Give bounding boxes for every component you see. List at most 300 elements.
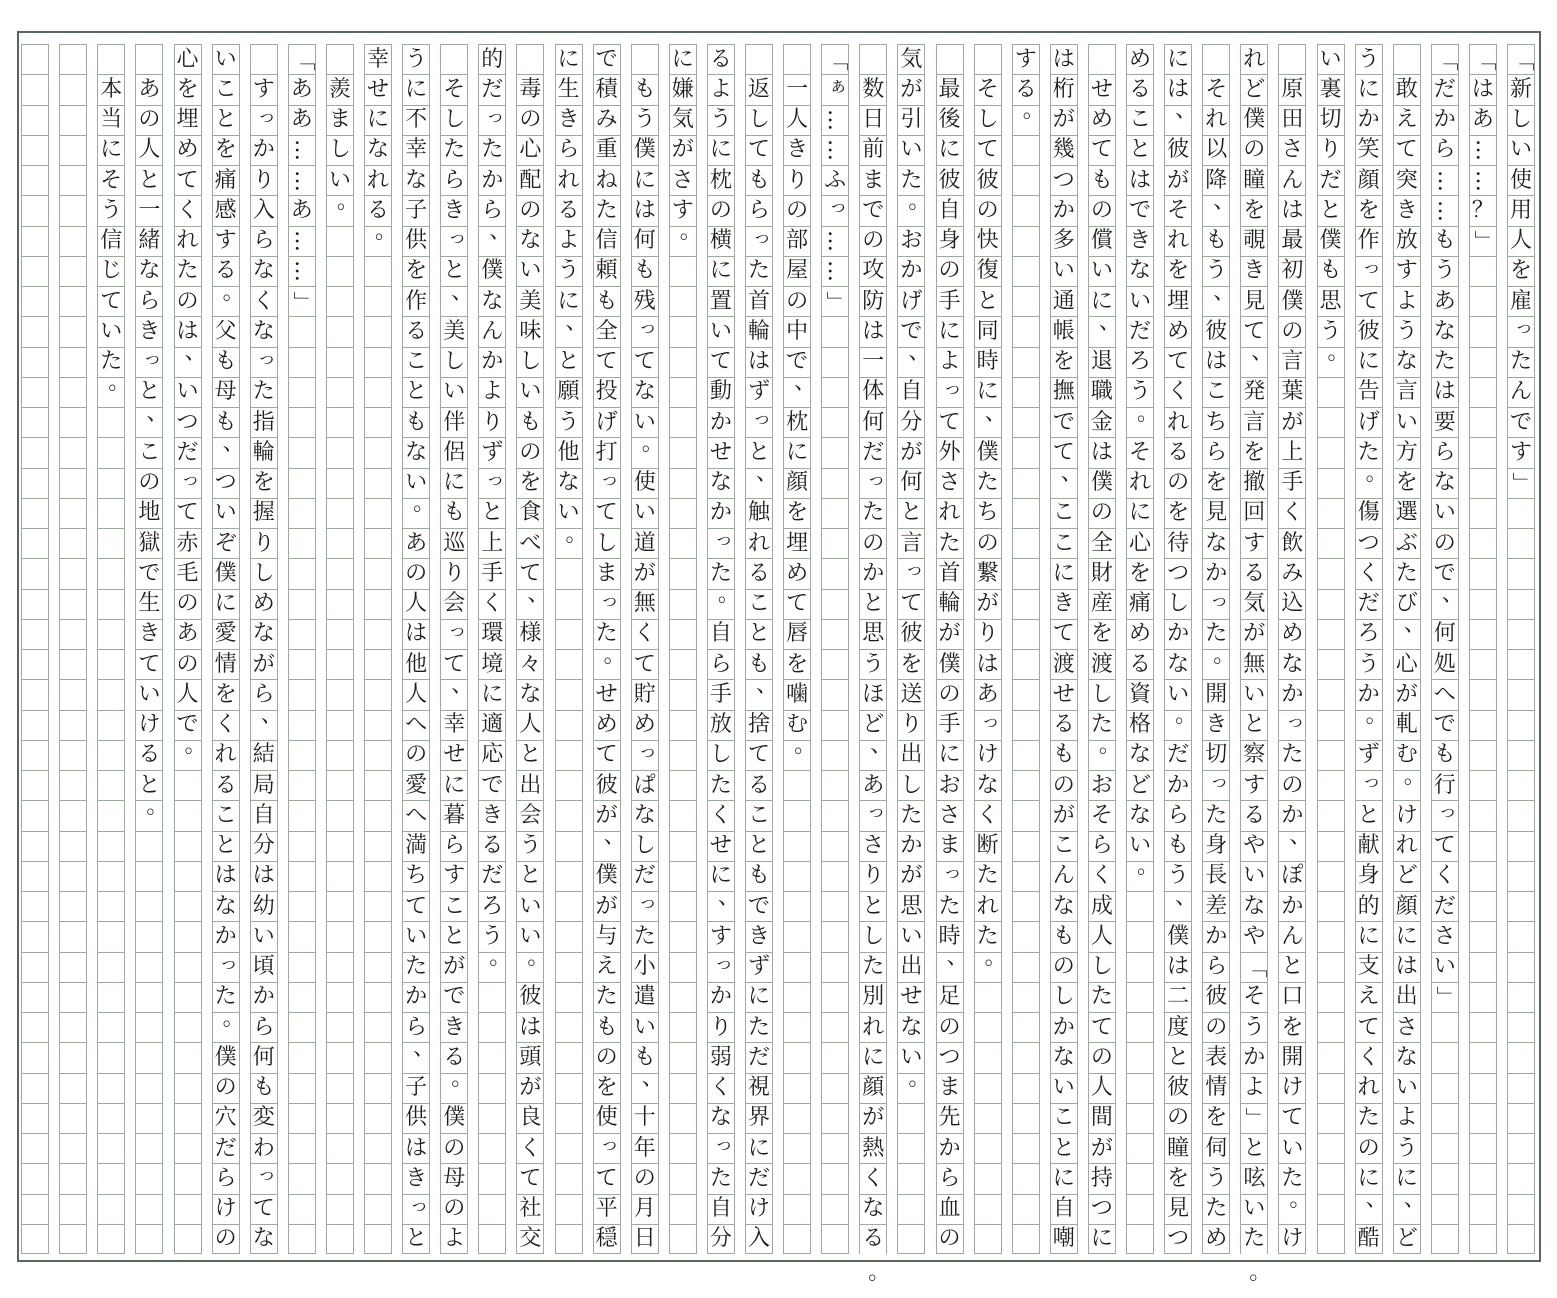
character: の [938,258,961,284]
cell [135,982,163,1012]
cell [288,1012,316,1042]
character: に [443,772,466,798]
character: る [214,258,237,284]
cell [326,1042,354,1072]
cell [212,226,240,256]
cell [174,861,202,891]
character: 愛 [214,621,237,647]
character: う [1395,318,1418,344]
character: く [709,802,732,828]
cell [288,286,316,316]
cell [364,498,392,528]
character: く [214,712,237,738]
cell [1431,1194,1459,1224]
cell [1431,165,1459,195]
character: 弱 [709,1044,732,1070]
cell [174,770,202,800]
cell [897,921,925,951]
character: で [1128,197,1151,223]
cell [250,1194,278,1224]
cell [936,1073,964,1103]
character: 見 [1167,1196,1190,1222]
cell [516,105,544,135]
cell [212,589,240,619]
cell [1431,952,1459,982]
character: せ [900,984,923,1010]
cell [593,105,621,135]
character: 何 [633,228,656,254]
cell [859,921,887,951]
cell [1164,1073,1192,1103]
cell [783,105,811,135]
cell [1050,377,1078,407]
character: 原 [1281,76,1304,102]
cell [936,619,964,649]
character: す [443,863,466,889]
character: 他 [557,439,580,465]
cell [516,165,544,195]
cell [821,1133,849,1163]
cell [1088,195,1116,225]
character: ん [1509,379,1532,405]
character: に [1090,288,1113,314]
cell [1202,558,1230,588]
cell [1202,1042,1230,1072]
cell [1507,256,1535,286]
character: あ [290,197,313,223]
cell [1126,316,1154,346]
cell [478,679,506,709]
cell [212,498,240,528]
cell [1355,649,1383,679]
character: 身 [938,228,961,254]
cell [859,1133,887,1163]
cell [1355,589,1383,619]
character: は [1281,197,1304,223]
character: 多 [1052,228,1075,254]
character: … [1470,139,1496,162]
character: 握 [252,500,275,526]
cell [21,528,49,558]
character: 子 [405,1075,428,1101]
cell [135,226,163,256]
cell [707,619,735,649]
character: け [747,1196,770,1222]
character: 捨 [747,712,770,738]
cell [59,195,87,225]
text-column-30 [402,44,436,1254]
cell [1088,1073,1116,1103]
cell [174,649,202,679]
character: い [1090,258,1113,284]
cell [1431,498,1459,528]
character: 「 [823,48,849,71]
character: が [1281,409,1304,435]
cell [1278,44,1306,74]
character: お [1090,772,1113,798]
character: り [443,560,466,586]
cell [593,226,621,256]
character: 熱 [862,1135,885,1161]
character: 積 [595,76,618,102]
cell [1126,226,1154,256]
cell [440,1194,468,1224]
cell [821,861,849,891]
character: 」 [1432,986,1458,1009]
cell [821,377,849,407]
cell [631,891,659,921]
character: の [786,197,809,223]
text-column-22 [707,44,740,1254]
cell [1278,891,1306,921]
cell [1355,226,1383,256]
cell [97,558,125,588]
cell [1012,437,1040,467]
cell [1355,861,1383,891]
character: ち [405,863,428,889]
character: た [900,167,923,193]
cell [936,1224,964,1254]
cell [1164,770,1192,800]
character: に [671,46,694,72]
cell [326,982,354,1012]
cell [59,165,87,195]
cell [1126,437,1154,467]
cell [402,952,430,982]
character: っ [714,951,734,974]
cell [631,347,659,377]
cell [516,195,544,225]
character: 言 [1243,409,1266,435]
cell [1126,1224,1154,1254]
cell [859,528,887,558]
character: 僕 [214,1044,237,1070]
cell [174,1042,202,1072]
cell [1317,195,1345,225]
cell [326,740,354,770]
cell [326,831,354,861]
character: れ [1205,107,1228,133]
character: の [1090,1044,1113,1070]
cell [1202,44,1230,74]
character: 手 [938,712,961,738]
cell [364,1012,392,1042]
character: 、 [603,824,626,850]
cell [1012,1194,1040,1224]
character: も [1433,742,1456,768]
cell [1317,226,1345,256]
character: れ [1395,833,1418,859]
cell [1278,347,1306,377]
character: め [1128,621,1151,647]
cell [1012,1163,1040,1193]
cell [1393,44,1421,74]
cell [364,105,392,135]
cell [1050,1073,1078,1103]
cell [402,1103,430,1133]
cell [707,256,735,286]
cell [783,468,811,498]
character: は [405,621,428,647]
character: て [1395,137,1418,163]
cell [974,558,1002,588]
cell [555,589,583,619]
character: 彼 [1205,984,1228,1010]
character: は [1090,439,1113,465]
cell [135,256,163,286]
character: 瞳 [1167,1135,1190,1161]
cell [707,377,735,407]
character: 開 [1205,681,1228,707]
character: 獄 [138,530,161,556]
character: お [900,228,923,254]
character: 自 [709,1196,732,1222]
cell [1088,891,1116,921]
cell [1393,763,1426,800]
cell [21,710,49,740]
character: 噛 [786,681,809,707]
cell [1507,589,1535,619]
character: 要 [1433,409,1456,435]
character: … [1470,169,1496,192]
cell [631,1012,659,1042]
cell [1507,1103,1535,1133]
cell [555,1073,583,1103]
character: に [1128,500,1151,526]
cell [97,1224,125,1254]
character: え [595,954,618,980]
character: 、 [908,340,931,366]
cell [745,44,773,74]
cell [1469,1224,1497,1254]
character: い [633,500,656,526]
cell [1012,226,1040,256]
cell [1164,589,1192,619]
cell [402,1163,430,1193]
character: く [1357,1044,1380,1070]
character: を [519,470,542,496]
cell [478,44,506,74]
cell [1050,1163,1078,1193]
character: な [1052,1044,1075,1070]
cell [1240,1012,1268,1042]
cell [593,195,621,225]
character: も [1052,923,1075,949]
character: 、 [1289,824,1312,850]
cell [783,589,811,619]
cell [821,770,849,800]
cell [669,710,697,740]
character: ら [1205,954,1228,980]
cell [250,1133,278,1163]
cell [1164,528,1192,558]
cell [555,800,583,830]
character: と [1243,712,1266,738]
cell [135,952,163,982]
cell [1317,468,1345,498]
cell [135,347,163,377]
character: れ [366,167,389,193]
character: て [747,742,770,768]
character: に [405,76,428,102]
cell [783,498,811,528]
cell [555,891,583,921]
character: っ [828,195,848,218]
cell [859,1224,887,1254]
character: で [1433,712,1456,738]
cell [859,679,887,709]
character: 分 [252,833,275,859]
cell [1202,135,1230,165]
cell [402,256,430,286]
cell [326,1163,354,1193]
cell [936,1103,964,1133]
character: も [443,500,466,526]
character: 年 [633,1135,656,1161]
cell [250,770,278,800]
character: 嫌 [671,76,694,102]
cell [326,105,354,135]
cell [1050,1012,1078,1042]
character: 伴 [443,409,466,435]
cell [59,1163,87,1193]
cell [1278,377,1306,407]
character: 打 [595,439,618,465]
cell [212,468,240,498]
character: で [138,560,161,586]
cell [974,1194,1002,1224]
character: た [1090,712,1113,738]
character: を [214,137,237,163]
character: や [1243,833,1266,859]
cell [859,498,887,528]
character: っ [981,709,1001,732]
character: い [1433,954,1456,980]
character: っ [1362,770,1382,793]
cell [97,468,125,498]
cell [1431,831,1459,861]
character: き [443,1014,466,1040]
character: ら [252,1014,275,1040]
character: か [1281,893,1304,919]
cell [402,740,430,770]
cell [21,347,49,377]
character: っ [1438,800,1458,823]
cell [516,982,544,1012]
character: 生 [557,76,580,102]
character: 情 [214,651,237,677]
cell [288,74,316,104]
character: に [786,439,809,465]
cell [783,370,817,407]
cell [1431,316,1459,346]
cell [1278,105,1306,135]
character: せ [1090,76,1113,102]
cell [516,1133,544,1163]
text-column-1 [1507,44,1535,1254]
character: 触 [747,500,770,526]
character: 、 [146,400,169,426]
character: は [405,1135,428,1161]
cell [707,195,735,225]
cell [897,740,925,770]
character: っ [447,225,467,248]
cell [478,649,506,679]
character: た [938,893,961,919]
cell [402,619,430,649]
cell [1278,649,1306,679]
cell [288,135,316,165]
character: い [1395,409,1418,435]
character: 、 [984,400,1007,426]
cell [1202,226,1230,256]
character: な [1433,318,1456,344]
cell [1050,226,1078,256]
cell [288,952,316,982]
cell [1278,316,1306,346]
cell [707,347,735,377]
cell [1240,649,1268,679]
cell [1050,800,1078,830]
cell [402,135,430,165]
cell [1240,1042,1268,1072]
cell [1278,1103,1306,1133]
cell [1317,649,1345,679]
cell [936,770,964,800]
cell [1050,679,1078,709]
character: 出 [1395,984,1418,1010]
cell [1278,770,1306,800]
character: の [976,530,999,556]
character: い [709,318,732,344]
cell [59,619,87,649]
cell [1240,861,1268,891]
cell [669,649,697,679]
cell [1126,770,1154,800]
character: だ [747,1044,770,1070]
character: る [1243,802,1266,828]
character: 。 [1327,340,1350,366]
character: が [1052,107,1075,133]
character: の [595,1044,618,1070]
cell [821,286,849,316]
character: し [519,349,542,375]
text-column-32 [326,44,359,1254]
character: の [1052,772,1075,798]
character: 当 [100,107,123,133]
cell [936,286,964,316]
cell [402,982,430,1012]
cell [516,831,544,861]
character: つ [1357,530,1380,556]
cell [21,1042,49,1072]
cell [1164,1012,1192,1042]
cell [783,733,817,770]
character: 。 [1136,400,1159,426]
cell [440,407,468,437]
cell [174,733,207,770]
cell [1088,498,1116,528]
character: か [900,833,923,859]
cell [707,1103,735,1133]
character: の [405,560,428,586]
character: 」 [1508,472,1534,495]
cell [440,710,468,740]
cell [783,165,811,195]
cell [97,619,125,649]
character: だ [481,863,504,889]
cell [1240,619,1268,649]
